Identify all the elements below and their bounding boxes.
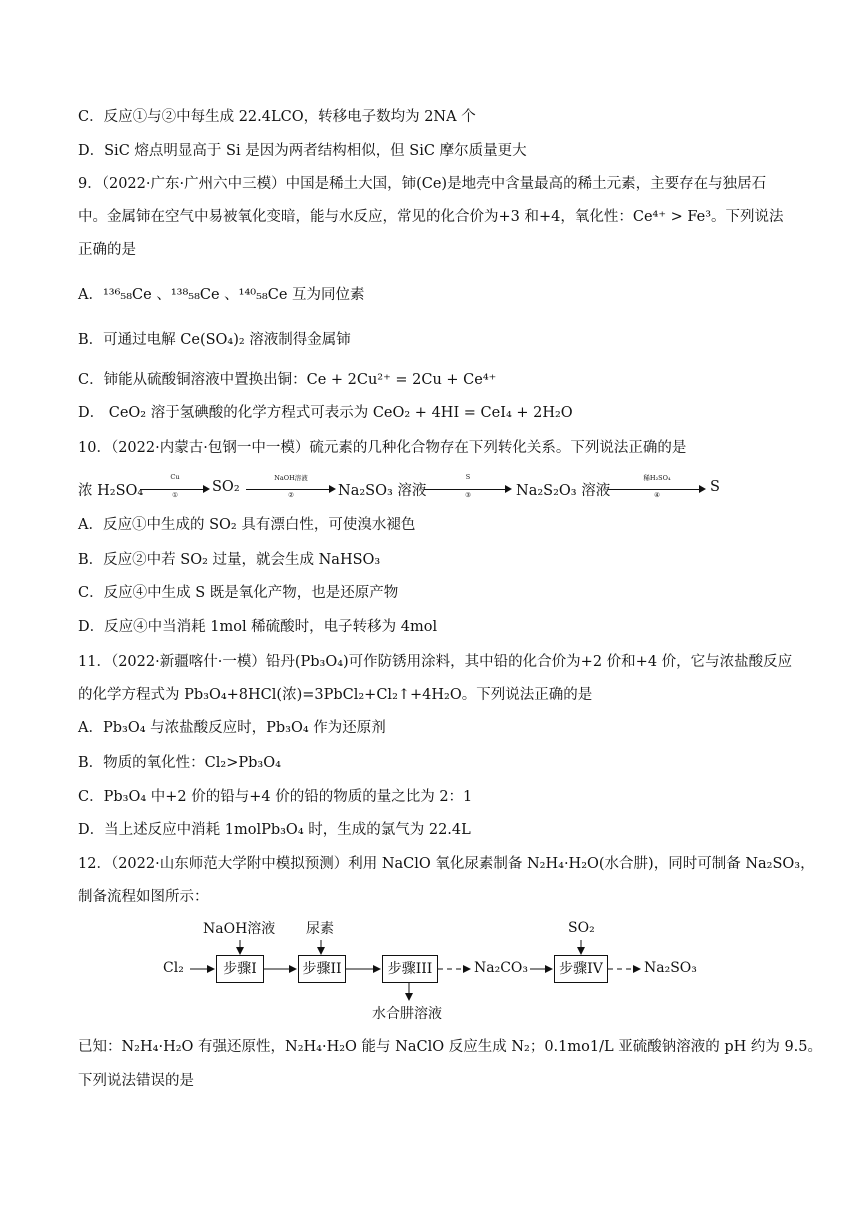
scheme-start: 浓 H₂SO₄: [78, 483, 144, 499]
flow-step-1: 步骤I: [216, 955, 264, 983]
flow-urea-label: 尿素: [306, 921, 334, 937]
reaction-arrow-3-number: ③: [465, 491, 471, 499]
flow-cl2-label: Cl₂: [163, 960, 184, 976]
question-12-stem-2: 制备流程如图所示：: [78, 889, 209, 905]
reaction-arrow-1-reagent: Cu: [170, 473, 180, 481]
flow-hydrazine-label: 水合肼溶液: [372, 1006, 442, 1022]
question-9-stem-1: 9．（2022·广东·广州六中三模）中国是稀土大国，铈(Ce)是地壳中含量最高的稀土元素，主要存在与独居石: [78, 176, 767, 192]
question-10-option-d: D．反应④中当消耗 1mol 稀硫酸时，电子转移为 4mol: [78, 619, 438, 635]
reaction-arrow-4-reagent: 稀H₂SO₄: [643, 474, 671, 482]
flow-na2so3-label: Na₂SO₃: [644, 960, 697, 976]
scheme-na2so3: Na₂SO₃ 溶液: [338, 483, 427, 499]
reaction-arrow-3-reagent: S: [465, 473, 471, 481]
reaction-arrow-2-reagent: NaOH溶液: [274, 474, 308, 482]
question-9-option-a: A．¹³⁶₅₈Ce 、¹³⁸₅₈Ce 、¹⁴⁰₅₈Ce 互为同位素: [78, 287, 365, 303]
flow-naoh-label: NaOH溶液: [203, 921, 276, 937]
reaction-arrow-4-number: ④: [654, 491, 660, 499]
scheme-na2s2o3: Na₂S₂O₃ 溶液: [516, 483, 611, 499]
flow-so2-label: SO₂: [568, 920, 595, 936]
flow-na2co3-label: Na₂CO₃: [474, 960, 529, 976]
flow-step-3: 步骤III: [382, 955, 438, 983]
question-10-stem: 10．（2022·内蒙古·包钢一中一模）硫元素的几种化合物存在下列转化关系。下列说法正确的是: [78, 440, 687, 456]
question-11-option-b: B．物质的氧化性：Cl₂>Pb₃O₄: [78, 755, 281, 771]
scheme-end: S: [710, 479, 720, 495]
question-11-stem-2: 的化学方程式为 Pb₃O₄+8HCl(浓)=3PbCl₂+Cl₂↑+4H₂O。下列说法正确的是: [78, 687, 593, 703]
question-11-stem-1: 11．（2022·新疆喀什·一模）铅丹(Pb₃O₄)可作防锈用涂料，其中铅的化合价为+2 价和+4 价，它与浓盐酸反应: [78, 654, 793, 670]
question-9-option-b: B．可通过电解 Ce(SO₄)₂ 溶液制得金属铈: [78, 332, 351, 348]
reaction-arrow-2: [246, 474, 336, 499]
question-9-option-c: C．铈能从硫酸铜溶液中置换出铜：Ce + 2Cu²⁺ = 2Cu + Ce⁴⁺: [78, 372, 497, 388]
reaction-arrow-4: [608, 474, 706, 499]
question-option-8d: D．SiC 熔点明显高于 Si 是因为两者结构相似，但 SiC 摩尔质量更大: [78, 143, 527, 159]
question-12-prompt: 下列说法错误的是: [78, 1073, 194, 1089]
question-12-given: 已知：N₂H₄·H₂O 有强还原性，N₂H₄·H₂O 能与 NaClO 反应生成 N₂；0.1mo1/L 亚硫酸钠溶液的 pH 约为 9.5。: [78, 1039, 823, 1055]
question-11-option-d: D．当上述反应中消耗 1molPb₃O₄ 时，生成的氯气为 22.4L: [78, 822, 471, 838]
question-12-stem-1: 12．（2022·山东师范大学附中模拟预测）利用 NaClO 氧化尿素制备 N₂H₄·H₂O(水合肼)，同时可制备 Na₂SO₃，: [78, 856, 815, 872]
reaction-arrow-2-number: ②: [288, 491, 294, 499]
reaction-arrow-3: [424, 473, 512, 499]
question-11-option-c: C．Pb₃O₄ 中+2 价的铅与+4 价的铅的物质的量之比为 2：1: [78, 789, 473, 805]
reaction-arrow-1: [140, 473, 210, 499]
reaction-arrow-1-number: ①: [172, 491, 178, 499]
question-11-option-a: A．Pb₃O₄ 与浓盐酸反应时，Pb₃O₄ 作为还原剂: [78, 720, 386, 736]
scheme-so2: SO₂: [212, 479, 240, 495]
question-10-option-c: C．反应④中生成 S 既是氧化产物，也是还原产物: [78, 585, 399, 601]
question-9-option-d: D． CeO₂ 溶于氢碘酸的化学方程式可表示为 CeO₂ + 4HI = CeI₄ + 2H₂O: [78, 405, 573, 421]
question-9-stem-2: 中。金属铈在空气中易被氧化变暗，能与水反应，常见的化合价为+3 和+4，氧化性：Ce⁴⁺ > Fe³。下列说法: [78, 209, 784, 225]
question-10-option-b: B．反应②中若 SO₂ 过量，就会生成 NaHSO₃: [78, 552, 381, 568]
question-10-option-a: A．反应①中生成的 SO₂ 具有漂白性，可使溴水褪色: [78, 517, 416, 533]
question-9-stem-3: 正确的是: [78, 242, 136, 258]
flow-step-2: 步骤II: [298, 955, 346, 983]
question-option-8c: C．反应①与②中每生成 22.4LCO，转移电子数均为 2NA 个: [78, 109, 476, 125]
flow-step-4: 步骤IV: [554, 955, 608, 983]
sulfur-conversion-scheme: [78, 475, 798, 501]
